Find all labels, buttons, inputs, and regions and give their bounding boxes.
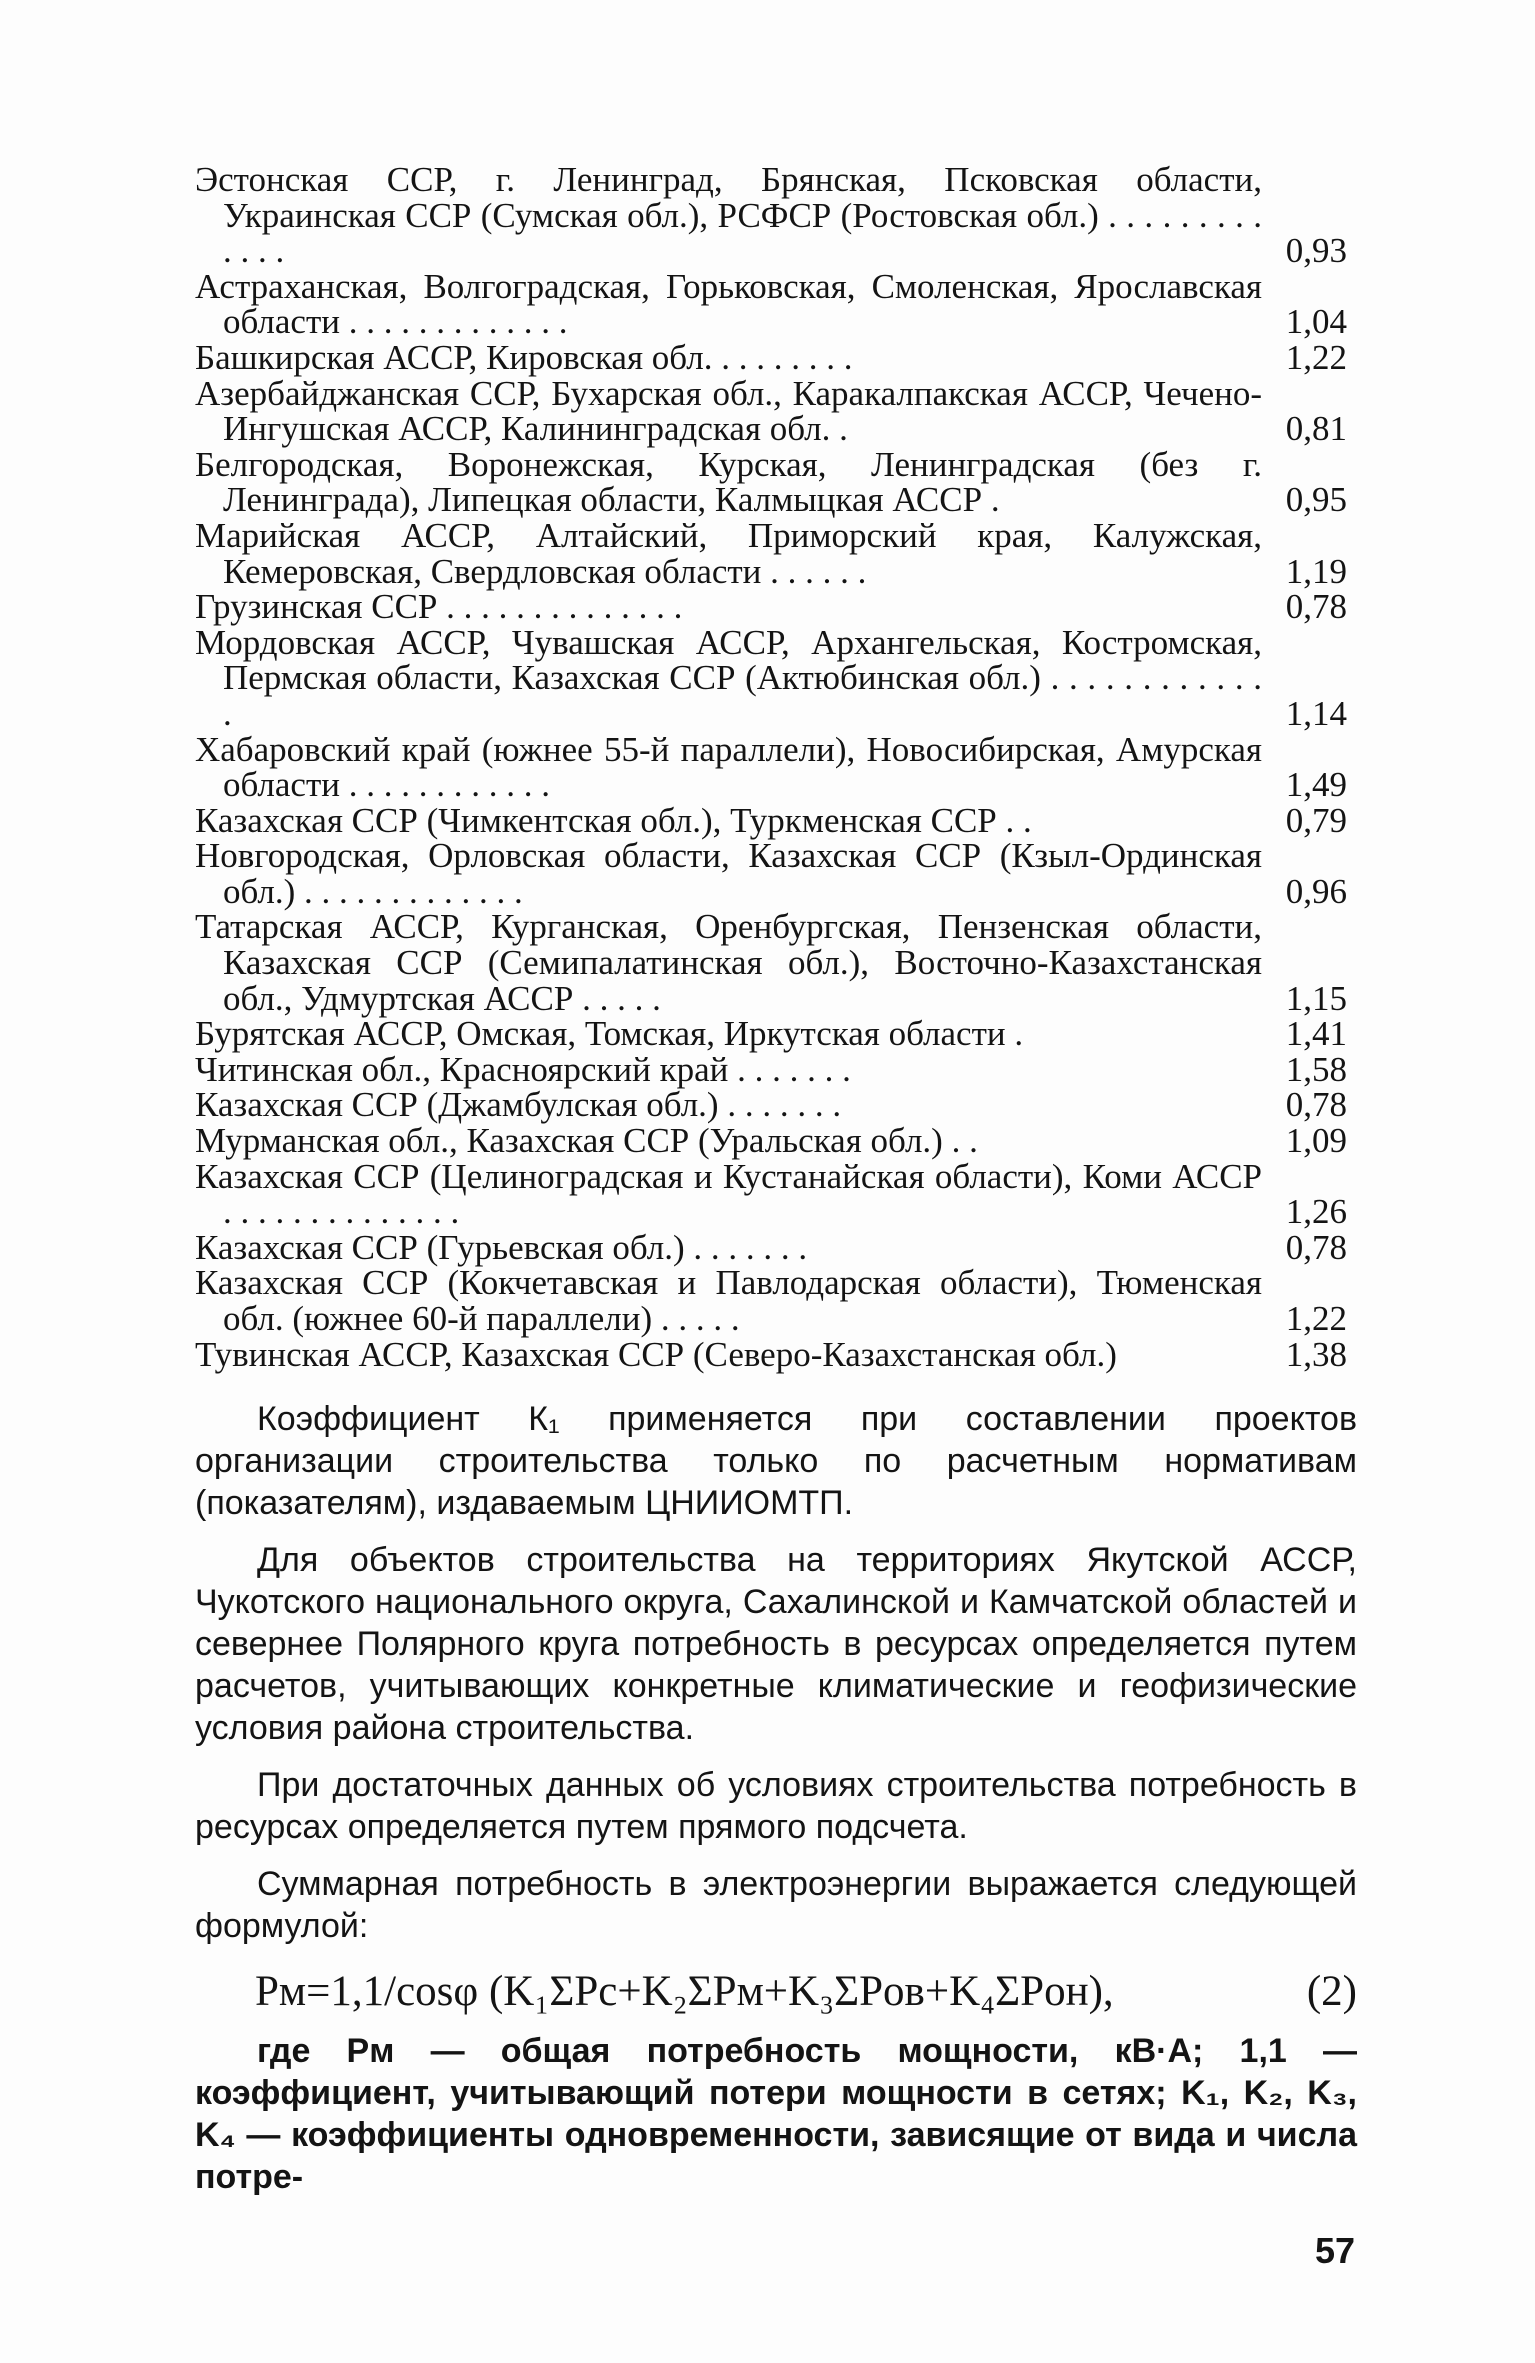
coefficient-value: 0,81 [1285, 409, 1347, 449]
table-row [195, 800, 1357, 840]
formula-number: (2) [1306, 1968, 1357, 2015]
formula-expression: Pм=1,1/cosφ (K₁ΣPс+K₂ΣPм+K₃ΣPов+K₄ΣPон), [255, 1968, 1114, 2015]
coefficient-value: 1,09 [1285, 1121, 1347, 1161]
paragraph-k1-usage: Коэффициент К₁ применяется при составлении проектов организации строительства только по расчетным нормативам (показателям), издаваемым ЦНИИОМТП. [195, 1400, 1357, 1522]
paragraph-formula-intro: Суммарная потребность в электроэнергии выражается следующей формулой: [195, 1865, 1357, 1945]
coefficient-value: 1,38 [1285, 1334, 1347, 1374]
coefficient-value: 0,95 [1285, 480, 1347, 520]
power-formula [195, 1962, 1357, 2022]
table-row [195, 1156, 1357, 1232]
region-name: Читинская обл., Красноярский край . . . . . . . [195, 1049, 851, 1089]
coefficient-value: 1,41 [1285, 1014, 1347, 1054]
region-name: Казахская ССР (Кокчетавская и Павлодарская области), Тюменская обл. (южнее 60-й параллели) . . . . . [195, 1263, 1262, 1338]
coefficient-table [195, 162, 1357, 1372]
table-row [195, 1049, 1357, 1089]
region-name: Бурятская АССР, Омская, Томская, Иркутская области . [195, 1014, 1024, 1054]
coefficient-value: 0,78 [1285, 1085, 1347, 1125]
region-name: Марийская АССР, Алтайский, Приморский края, Калужская, Кемеровская, Свердловская области . . . . . . [195, 515, 1262, 591]
region-name: Тувинская АССР, Казахская ССР (Северо-Казахстанская обл.) [195, 1334, 1117, 1374]
region-name: Белгородская, Воронежская, Курская, Ленинградская (без г. Ленинграда), Липецкая области, Калмыцкая АССР . [195, 444, 1262, 520]
region-name: Грузинская ССР . . . . . . . . . . . . . . [195, 587, 683, 627]
coefficient-value: 1,15 [1285, 978, 1347, 1018]
table-row [195, 589, 1357, 625]
coefficient-value: 0,78 [1285, 587, 1347, 627]
table-row [195, 337, 1357, 377]
region-name: Новгородская, Орловская области, Казахская ССР (Кзыл-Ординская обл.) . . . . . . . . . . . . . [195, 836, 1262, 911]
paragraph-northern-regions: Для объектов строительства на территориях Якутской АССР, Чукотского национального округа, Сахалинской и Камчатской областей и севернее Полярного круга потребность в ресурсах определяется путем расчетов, учитывающих конкретные климатические и геофизические условия района строительства. [195, 1541, 1357, 1747]
coefficient-value: 1,49 [1285, 765, 1347, 805]
coefficient-value: 1,14 [1285, 693, 1347, 733]
region-name: Казахская ССР (Гурьевская обл.) . . . . . . . [195, 1227, 808, 1267]
table-row [195, 266, 1357, 342]
region-name: Эстонская ССР, г. Ленинград, Брянская, Псковская области, Украинская ССР (Сумская обл.), РСФСР (Ростовская обл.) . . . . . . . . . . . . . [195, 160, 1262, 271]
coefficient-value: 0,79 [1285, 800, 1347, 840]
coefficient-value: 1,22 [1285, 337, 1347, 377]
table-row [195, 729, 1357, 805]
table-row [195, 1087, 1357, 1123]
region-name: Казахская ССР (Целиноградская и Кустанайская области), Коми АССР . . . . . . . . . . . . . . [195, 1156, 1262, 1232]
region-name: Астраханская, Волгоградская, Горьковская, Смоленская, Ярославская области . . . . . . . . . . . . . [195, 266, 1262, 342]
table-row [195, 1227, 1357, 1267]
coefficient-value: 1,58 [1285, 1049, 1347, 1089]
region-name: Казахская ССР (Чимкентская обл.), Туркменская ССР . . [195, 800, 1032, 840]
region-name: Азербайджанская ССР, Бухарская обл., Каракалпакская АССР, Чечено-Ингушская АССР, Калининградская обл. . [195, 373, 1262, 449]
coefficient-value: 1,22 [1285, 1299, 1347, 1338]
coefficient-value: 1,04 [1285, 302, 1347, 342]
coefficient-value: 0,93 [1285, 231, 1347, 271]
table-row [195, 909, 1357, 1016]
region-name: Хабаровский край (южнее 55-й параллели), Новосибирская, Амурская области . . . . . . . . . . . . [195, 729, 1262, 805]
region-name: Мордовская АССР, Чувашская АССР, Архангельская, Костромская, Пермская области, Казахская ССР (Актюбинская обл.) . . . . . . . . . . . . . [195, 622, 1262, 733]
table-row [195, 838, 1357, 909]
table-row [195, 622, 1357, 733]
region-name: Казахская ССР (Джамбулская обл.) . . . . . . . [195, 1085, 842, 1125]
table-row [195, 1265, 1357, 1336]
coefficient-value: 1,19 [1285, 551, 1347, 591]
region-name: Башкирская АССР, Кировская обл. . . . . . . . . [195, 337, 853, 377]
coefficient-value: 0,96 [1285, 871, 1347, 911]
table-row [195, 373, 1357, 449]
body-text [195, 1398, 1357, 2198]
paragraph-direct-calculation: При достаточных данных об условиях строительства потребность в ресурсах определяется путем прямого подсчета. [195, 1766, 1357, 1846]
coefficient-value: 1,26 [1285, 1192, 1347, 1232]
region-name: Мурманская обл., Казахская ССР (Уральская обл.) . . [195, 1121, 978, 1161]
coefficient-value: 0,78 [1285, 1227, 1347, 1267]
page-number: 57 [1314, 2230, 1355, 2271]
region-name: Татарская АССР, Курганская, Оренбургская, Пензенская области, Казахская ССР (Семипалатинская обл.), Восточно-Казахстанская обл., Удмуртская АССР . . . . . [195, 907, 1262, 1018]
table-row [195, 1123, 1357, 1159]
table-row [195, 444, 1357, 520]
table-row [195, 1334, 1357, 1374]
formula-explanation: где Pм — общая потребность мощности, кВ·А; 1,1 — коэффициент, учитывающий потери мощности в сетях; K₁, K₂, K₃, K₄ — коэффициенты одновременности, зависящие от вида и числа потре- [195, 2032, 1357, 2196]
table-row [195, 162, 1357, 269]
table-row [195, 515, 1357, 591]
table-row [195, 1016, 1357, 1052]
